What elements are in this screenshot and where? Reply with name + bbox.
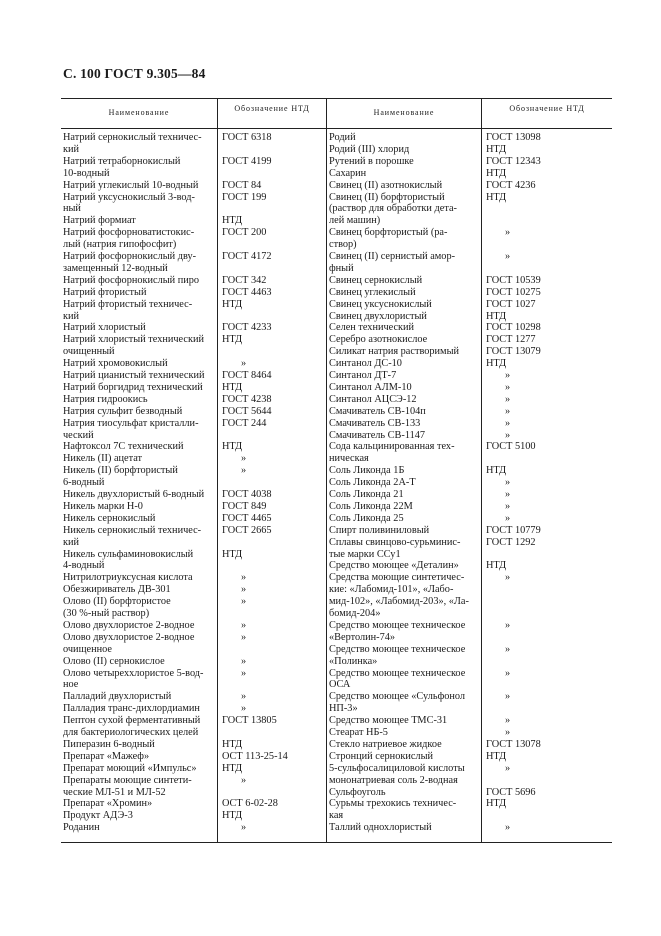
left-row-designation: ГОСТ 6318 xyxy=(222,132,272,143)
right-row-designation: ГОСТ 4236 xyxy=(486,179,536,191)
left-row-name-line: кий xyxy=(63,143,80,155)
right-row-designation: ГОСТ 10298 xyxy=(486,322,541,334)
right-row-name-line: ническая xyxy=(329,453,369,465)
header-name-right: Наименование xyxy=(373,108,435,117)
right-row-designation: ГОСТ 5100 xyxy=(486,441,536,453)
left-row-designation: ГОСТ 4238 xyxy=(222,393,272,405)
right-row-name-line: Смачиватель СВ-1147 xyxy=(329,429,426,441)
right-row-name-line: Свинец углекислый xyxy=(329,286,416,298)
table-header-separator xyxy=(61,128,612,129)
right-row-designation: » xyxy=(505,489,511,500)
right-row-designation: » xyxy=(505,572,511,584)
left-row-name-line: Препарат «Хромин» xyxy=(63,798,153,810)
left-row-designation: ГОСТ 4463 xyxy=(222,286,272,298)
right-row-name-line: Свинец борфтористый (ра- xyxy=(329,227,448,239)
right-row-name-line: Средство моющее техническое xyxy=(329,667,466,679)
right-row-designation: » xyxy=(505,429,511,441)
left-row-designation: ОСТ 6-02-28 xyxy=(222,798,278,810)
right-row-name-line: 5-сульфосалициловой кислоты xyxy=(329,762,465,774)
right-row-designation: » xyxy=(505,227,511,239)
left-row-name-line: ческие МЛ-51 и МЛ-52 xyxy=(63,786,166,798)
right-row-name-line: Свинец (II) азотнокислый xyxy=(329,179,443,191)
right-row-name-line: бомид-204» xyxy=(329,608,381,619)
left-row-designation: ГОСТ 4465 xyxy=(222,512,272,524)
left-row-name-line: Никель сульфаминовокислый xyxy=(63,548,194,560)
header-designation-right: Обозначение НТД xyxy=(509,104,585,113)
left-row-name-line: ное xyxy=(63,679,79,691)
right-row-name-line: фный xyxy=(329,262,354,274)
right-row-name-line: Родий (III) хлорид xyxy=(329,143,410,155)
right-row-name-line: Соль Ликонда 1Б xyxy=(329,465,405,477)
left-row-name-line: Натрий фосфорноватистокис- xyxy=(63,227,195,239)
right-row-designation: » xyxy=(505,727,511,738)
left-row-designation: ОСТ 113-25-14 xyxy=(222,750,288,762)
left-row-name-line: Натрий фтористый xyxy=(63,286,147,298)
column-separator-left xyxy=(217,98,218,842)
right-row-name-line: Свинец (II) сернистый амор- xyxy=(329,251,456,262)
left-row-designation: ГОСТ 13805 xyxy=(222,715,277,727)
right-row-designation: НТД xyxy=(486,191,507,203)
left-row-name-line: очищенный xyxy=(63,346,115,358)
left-row-name-line: Натрий углекислый 10-водный xyxy=(63,179,199,191)
left-row-name-line: Натрий уксуснокислый 3-вод- xyxy=(63,191,195,203)
left-row-designation: » xyxy=(241,453,247,465)
right-row-name-line: тые марки ССу1 xyxy=(329,548,401,560)
right-row-name-line: Силикат натрия растворимый xyxy=(329,346,459,358)
left-row-name-line: Олово двухлористое 2-водное xyxy=(63,631,195,643)
right-row-name-line: Средство моющее «Сульфонол xyxy=(329,691,466,703)
right-row-name-line: Сульфоуголь xyxy=(329,786,386,798)
right-row-designation: » xyxy=(505,512,511,524)
left-row-designation: » xyxy=(241,619,247,631)
right-row-designation: ГОСТ 13078 xyxy=(486,738,541,750)
right-row-designation: » xyxy=(505,417,511,429)
left-row-name-line: 4-водный xyxy=(63,560,105,572)
right-row-designation: » xyxy=(505,822,511,834)
right-row-name-line: лей машин) xyxy=(329,215,381,227)
left-row-name-line: Натрия тиосульфат кристалли- xyxy=(63,417,199,429)
right-row-designation: НТД xyxy=(486,143,507,155)
right-row-designation: НТД xyxy=(486,358,507,370)
right-row-name-line: Средства моющие синтетичес- xyxy=(329,572,465,584)
right-row-designation: » xyxy=(505,405,511,417)
left-row-name-line: Олово (II) сернокислое xyxy=(63,655,165,667)
left-row-name-line: очищенное xyxy=(63,643,112,655)
right-row-name-line: Селен технический xyxy=(329,322,415,334)
left-row-name-line: Палладия транс-дихлордиамин xyxy=(63,703,200,715)
right-row-designation: » xyxy=(505,715,511,727)
left-row-designation: » xyxy=(241,596,247,608)
left-row-designation: » xyxy=(241,691,247,703)
left-row-name-line: Натрий хромовокислый xyxy=(63,358,168,370)
left-row-name-line: Натрий фосфорнокислый пиро xyxy=(63,274,200,286)
right-row-name-line: Смачиватель СВ-133 xyxy=(329,417,421,429)
right-row-designation: НТД xyxy=(486,167,507,179)
right-row-name-line: Сода кальцинированная тех- xyxy=(329,441,455,453)
left-row-name-line: Препарат моющий «Импульс» xyxy=(63,762,197,774)
left-row-designation: ГОСТ 84 xyxy=(222,179,262,191)
right-row-designation: » xyxy=(505,251,511,262)
right-row-name-line: Соль Ликонда 22М xyxy=(329,500,413,512)
left-row-name-line: ческий xyxy=(63,429,94,441)
left-row-name-line: Палладий двухлористый xyxy=(63,691,172,703)
left-row-designation: ГОСТ 8464 xyxy=(222,370,272,381)
left-row-designation: НТД xyxy=(222,548,243,560)
left-row-designation: НТД xyxy=(222,215,243,227)
left-row-designation: » xyxy=(241,465,247,477)
left-row-name-line: (30 %-ный раствор) xyxy=(63,608,150,619)
right-row-name-line: Соль Ликонда 25 xyxy=(329,512,404,524)
left-row-designation: ГОСТ 342 xyxy=(222,274,267,286)
chemicals-table xyxy=(61,98,612,842)
left-row-designation: » xyxy=(241,667,247,679)
right-row-designation: ГОСТ 5696 xyxy=(486,786,536,798)
right-row-designation: » xyxy=(505,477,511,489)
left-row-name-line: Препарат «Мажеф» xyxy=(63,750,150,762)
left-row-designation: » xyxy=(241,584,247,596)
left-row-designation: » xyxy=(241,655,247,667)
left-row-designation: НТД xyxy=(222,334,243,346)
right-row-name-line: Средство моющее ТМС-31 xyxy=(329,715,448,727)
left-row-name-line: Олово (II) борфтористое xyxy=(63,596,171,608)
right-row-name-line: Соль Ликонда 2А-Т xyxy=(329,477,416,489)
left-row-name-line: Нитрилотриуксусная кислота xyxy=(63,572,193,584)
left-row-name-line: Никель (II) борфтористый xyxy=(63,465,178,477)
left-row-designation: ГОСТ 4233 xyxy=(222,322,272,334)
left-row-designation: » xyxy=(241,774,247,786)
right-row-name-line: Серебро азотнокислое xyxy=(329,334,428,346)
right-row-name-line: Средство моющее техническое xyxy=(329,619,466,631)
left-row-designation: НТД xyxy=(222,762,243,774)
right-row-designation: » xyxy=(505,667,511,679)
header-designation-left: Обозначение НТД xyxy=(234,104,310,113)
right-row-designation: » xyxy=(505,643,511,655)
left-row-designation: ГОСТ 4199 xyxy=(222,155,272,167)
right-row-name-line: ОСА xyxy=(329,679,351,691)
right-row-name-line: Рутений в порошке xyxy=(329,155,414,167)
right-row-designation: » xyxy=(505,691,511,703)
right-row-name-line: Родий xyxy=(329,132,356,143)
right-row-name-line: Стронций сернокислый xyxy=(329,750,433,762)
left-row-designation: НТД xyxy=(222,441,243,453)
left-row-designation: ГОСТ 199 xyxy=(222,191,267,203)
left-row-designation: НТД xyxy=(222,738,243,750)
right-row-designation: » xyxy=(505,381,511,393)
left-row-name-line: Натрия гидроокись xyxy=(63,393,148,405)
right-row-name-line: Стеарат НБ-5 xyxy=(329,727,388,738)
left-row-name-line: 6-водный xyxy=(63,477,105,489)
left-row-designation: НТД xyxy=(222,381,243,393)
left-row-designation: НТД xyxy=(222,298,243,310)
left-row-name-line: Натрий фосфорнокислый дву- xyxy=(63,251,197,262)
left-row-designation: ГОСТ 244 xyxy=(222,417,267,429)
right-row-name-line: Свинец уксуснокислый xyxy=(329,298,432,310)
left-row-name-line: Нафтоксол 7С технический xyxy=(63,441,184,453)
right-row-designation: » xyxy=(505,762,511,774)
right-row-designation: ГОСТ 1277 xyxy=(486,334,536,346)
left-row-name-line: Никель марки Н-0 xyxy=(63,500,143,512)
right-row-name-line: Смачиватель СВ-104п xyxy=(329,405,426,417)
right-row-designation: ГОСТ 13079 xyxy=(486,346,541,358)
page-header: С. 100 ГОСТ 9.305—84 xyxy=(63,66,206,81)
left-row-name-line: для бактериологических целей xyxy=(63,727,199,738)
right-row-name-line: Соль Ликонда 21 xyxy=(329,489,404,500)
right-row-name-line: Средство моющее техническое xyxy=(329,643,466,655)
right-row-designation: » xyxy=(505,370,511,381)
left-row-name-line: Никель двухлористый 6-водный xyxy=(63,489,205,500)
left-row-designation: ГОСТ 200 xyxy=(222,227,267,239)
left-row-name-line: Натрий цианистый технический xyxy=(63,370,205,381)
right-row-name-line: «Вертолин-74» xyxy=(329,631,396,643)
right-row-name-line: Сурьмы трехокись техничес- xyxy=(329,798,457,810)
left-row-name-line: Пептон сухой ферментативный xyxy=(63,715,201,727)
right-row-name-line: Таллий однохлористый xyxy=(329,822,432,834)
right-row-name-line: «Полинка» xyxy=(329,655,378,667)
right-row-designation: ГОСТ 1027 xyxy=(486,298,536,310)
right-row-name-line: Синтанол ДТ-7 xyxy=(329,370,397,381)
left-row-name-line: Натрия сульфит безводный xyxy=(63,405,183,417)
right-row-name-line: Сахарин xyxy=(329,167,367,179)
right-row-name-line: Синтанол ДС-10 xyxy=(329,358,402,370)
right-row-designation: » xyxy=(505,393,511,405)
right-row-name-line: Спирт поливиниловый xyxy=(329,524,430,536)
left-row-name-line: Пиперазин 6-водный xyxy=(63,738,155,750)
right-row-designation: ГОСТ 10275 xyxy=(486,286,541,298)
right-row-designation: НТД xyxy=(486,465,507,477)
left-row-name-line: Натрий фтористый техничес- xyxy=(63,298,193,310)
right-row-name-line: мид-102», «Лабомид-203», «Ла- xyxy=(329,596,469,608)
left-row-designation: » xyxy=(241,572,247,584)
table-bottom-border xyxy=(61,842,612,843)
left-row-designation: » xyxy=(241,822,247,834)
right-row-designation: ГОСТ 10539 xyxy=(486,274,541,286)
right-row-designation: ГОСТ 12343 xyxy=(486,155,541,167)
left-row-name-line: Натрий боргидрид технический xyxy=(63,381,203,393)
left-row-designation: ГОСТ 2665 xyxy=(222,524,272,536)
left-row-name-line: лый (натрия гипофосфит) xyxy=(63,239,177,251)
right-row-designation: НТД xyxy=(486,310,507,322)
left-row-designation: ГОСТ 4038 xyxy=(222,489,272,500)
right-row-name-line: кая xyxy=(329,810,344,822)
right-row-name-line: Сплавы свинцово-сурьминис- xyxy=(329,536,461,548)
right-row-name-line: Синтанол АЛМ-10 xyxy=(329,381,412,393)
left-row-name-line: Обезжириватель ДВ-301 xyxy=(63,584,171,596)
right-row-name-line: кие: «Лабомид-101», «Лабо- xyxy=(329,584,454,596)
left-row-name-line: Роданин xyxy=(63,822,100,834)
left-row-name-line: Никель сернокислый техничес- xyxy=(63,524,202,536)
right-row-designation: НТД xyxy=(486,560,507,572)
right-row-designation: НТД xyxy=(486,750,507,762)
left-row-name-line: Продукт АДЭ-3 xyxy=(63,810,133,822)
right-row-name-line: Стекло натриевое жидкое xyxy=(329,738,442,750)
left-row-name-line: замещенный 12-водный xyxy=(63,262,168,274)
right-row-name-line: Синтанол АЦСЭ-12 xyxy=(329,393,417,405)
left-row-designation: » xyxy=(241,703,247,715)
left-row-designation: ГОСТ 849 xyxy=(222,500,267,512)
left-row-name-line: кий xyxy=(63,536,80,548)
right-row-name-line: НП-3» xyxy=(329,703,358,715)
right-row-name-line: Свинец (II) борфтористый xyxy=(329,191,445,203)
right-row-name-line: створ) xyxy=(329,239,357,251)
right-row-designation: ГОСТ 13098 xyxy=(486,132,541,143)
left-row-name-line: 10-водный xyxy=(63,167,110,179)
left-row-name-line: Олово двухлористое 2-водное xyxy=(63,619,195,631)
left-row-name-line: ный xyxy=(63,203,81,215)
left-row-designation: » xyxy=(241,358,247,370)
left-row-name-line: кий xyxy=(63,310,80,322)
left-row-name-line: Натрий сернокислый техничес- xyxy=(63,132,202,143)
left-row-name-line: Натрий хлористый xyxy=(63,322,146,334)
right-row-designation: НТД xyxy=(486,798,507,810)
right-row-name-line: Свинец сернокислый xyxy=(329,274,423,286)
right-row-designation: ГОСТ 1292 xyxy=(486,536,536,548)
left-row-designation: НТД xyxy=(222,810,243,822)
left-row-name-line: Натрий тетраборнокислый xyxy=(63,155,181,167)
left-row-designation: ГОСТ 4172 xyxy=(222,251,272,262)
right-row-name-line: Средство моющее «Деталин» xyxy=(329,560,459,572)
left-row-name-line: Олово четыреххлористое 5-вод- xyxy=(63,667,204,679)
right-row-name-line: мононатриевая соль 2-водная xyxy=(329,774,458,786)
right-row-name-line: (раствор для обработки дета- xyxy=(329,203,457,215)
table-top-border xyxy=(61,98,612,99)
left-row-name-line: Никель сернокислый xyxy=(63,512,156,524)
right-row-designation: » xyxy=(505,619,511,631)
column-separator-right xyxy=(481,98,482,842)
header-name-left: Наименование xyxy=(108,108,170,117)
left-row-designation: » xyxy=(241,631,247,643)
left-row-designation: ГОСТ 5644 xyxy=(222,405,272,417)
left-row-name-line: Препараты моющие синтети- xyxy=(63,774,192,786)
left-row-name-line: Натрий хлористый технический xyxy=(63,334,204,346)
right-row-designation: » xyxy=(505,500,511,512)
left-row-name-line: Никель (II) ацетат xyxy=(63,453,143,465)
right-row-designation: ГОСТ 10779 xyxy=(486,524,541,536)
left-row-name-line: Натрий формиат xyxy=(63,215,136,227)
right-row-name-line: Свинец двухлористый xyxy=(329,310,427,322)
